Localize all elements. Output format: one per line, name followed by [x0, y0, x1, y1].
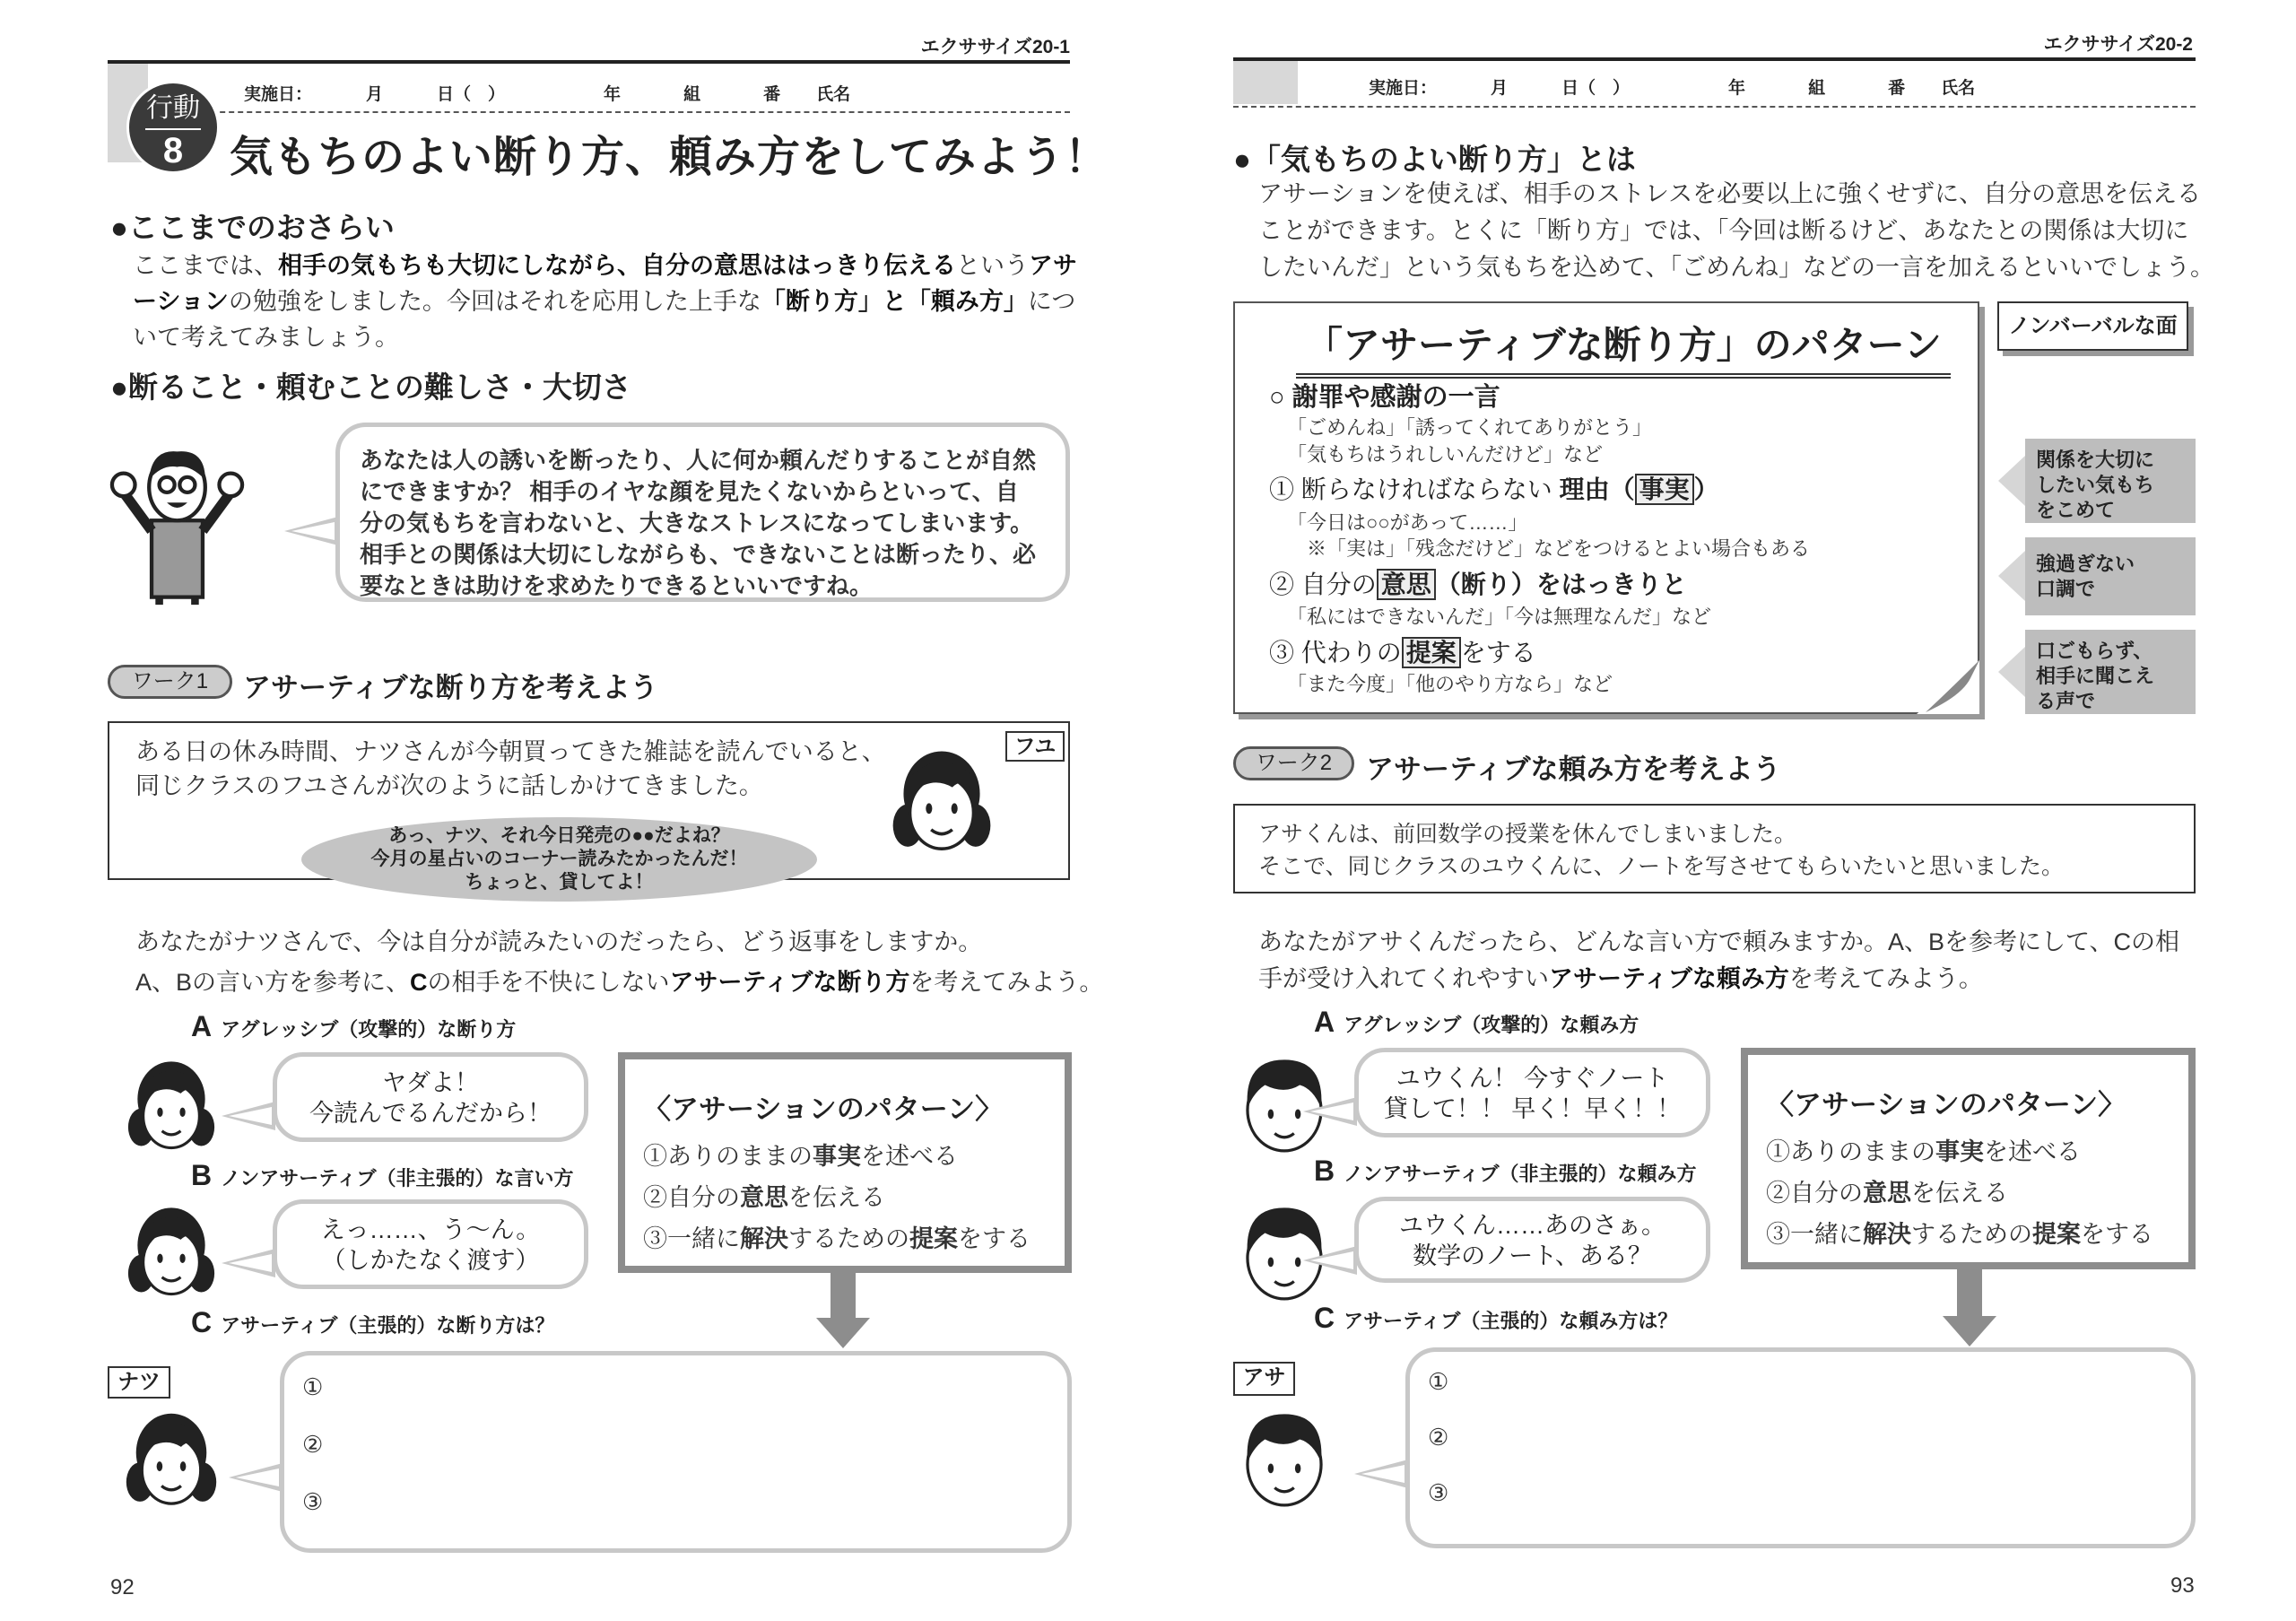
intro-line: したいんだ」という気もちを込めて、「ごめんね」などの一言を加えるといいでしょう。 [1258, 254, 2214, 281]
down-arrow-icon [1943, 1316, 1996, 1346]
label: アサーティブ（主張的）な断り方は？ [221, 1314, 555, 1337]
label: アグレッシブ（攻撃的）な断り方 [221, 1018, 517, 1041]
speaker-label-natsu: ナツ [108, 1366, 170, 1399]
header-tab [1233, 61, 1298, 104]
assertion-pattern-box [618, 1052, 1072, 1273]
text: という [956, 252, 1029, 279]
student-info-form [244, 81, 850, 105]
work-1-title: アサーティブな断り方を考えよう [243, 672, 658, 703]
work-1-pill: ワーク1 [108, 665, 232, 699]
bold-text: C [410, 969, 428, 996]
nonverbal-item: 関係を大切に したい気もち をこめて [2025, 439, 2196, 523]
intro-heading: ●「気もちのよい断り方」とは [1233, 143, 1636, 176]
bubble-line: にできますか？ 相手のイヤな顔を見たくないからといって、自 [360, 478, 1019, 505]
badge-number: 8 [162, 131, 184, 170]
example: 「気もちはうれしいんだけど」など [1287, 443, 1604, 466]
text: A、Bの言い方を参考に、 [135, 969, 411, 996]
bubble-line: あなたは人の誘いを断ったり、人に何か頼んだりすることが自然 [360, 447, 1037, 474]
badge-label: 行動 [145, 89, 201, 130]
bubble-line: ユウくん！ 今すぐノート [1396, 1065, 1669, 1092]
bubble-line: 数学のノート、ある？ [1413, 1242, 1652, 1269]
answer-marker-2: ② [302, 1431, 324, 1458]
option-b-label [191, 1159, 573, 1192]
text: を考えてみよう。 [1788, 965, 1983, 992]
option-a-bubble [1354, 1048, 1710, 1137]
note: ※「実は」「残念だけど」などをつけるとよい場合もある [1307, 537, 1811, 560]
review-line-1 [133, 248, 1077, 283]
text: ここまでは、 [133, 252, 278, 279]
option-a-bubble [273, 1052, 588, 1142]
fuyu-illustration [883, 743, 1000, 859]
dashed-rule [1233, 106, 2196, 108]
section-reason: ① 断らなければならない 理由（ 事実 ） [1269, 475, 1719, 503]
date-label: 実施日： [1369, 79, 1438, 98]
label: アグレッシブ（攻撃的）な頼み方 [1344, 1014, 1639, 1036]
bold-text: アサーティブな断り方 [669, 969, 910, 996]
answer-area[interactable] [280, 1351, 1072, 1553]
answer-area[interactable] [1405, 1347, 2196, 1548]
bubble-line: 分の気もちを言わないと、大きなストレスになってしまいます。 [360, 510, 1034, 536]
question-line-1: あなたがナツさんで、今は自分が読みたいのだったら、どう返事をしますか。 [135, 928, 983, 955]
asa-smile-illustration [1236, 1399, 1333, 1516]
option-c-label [1314, 1302, 1677, 1335]
action-badge [126, 81, 220, 174]
letter: C [191, 1306, 213, 1338]
top-rule [108, 60, 1070, 64]
answer-marker-3: ③ [1428, 1479, 1449, 1506]
answer-marker-1: ① [302, 1373, 324, 1400]
difficulty-heading: ●断ること・頼むことの難しさ・大切さ [110, 370, 631, 404]
review-line-3: いて考えてみましょう。 [133, 324, 399, 351]
option-c-label [191, 1306, 554, 1339]
bubble-line: 貸して！！ 早く！早く！！ [1383, 1095, 1682, 1122]
assertion-pattern-box [1741, 1048, 2196, 1269]
bubble-line: ヤダよ！ [382, 1069, 479, 1096]
option-a-label [1314, 1006, 1639, 1039]
pattern-item: ②自分の意思を伝える [1766, 1180, 2008, 1207]
number-field[interactable]: 番 [1888, 79, 1906, 98]
name-field[interactable]: 氏名 [1941, 79, 1976, 98]
example: 「私にはできないんだ」「今は無理なんだ」など [1287, 606, 1712, 628]
option-b-bubble [273, 1199, 588, 1289]
bubble-line: えっ……、う〜ん。 [320, 1216, 541, 1243]
question-line-2 [1258, 961, 1983, 997]
answer-marker-2: ② [1428, 1424, 1449, 1451]
speaker-label-fuyu: フユ [1005, 731, 1065, 762]
day-field[interactable]: 日（ ） [437, 85, 506, 104]
bold-text: 「断り方」と「頼み方」 [761, 288, 1028, 315]
text: につ [1027, 288, 1076, 315]
fuyu-speech-bubble [301, 817, 817, 902]
scenario-line: そこで、同じクラスのユウくんに、ノートを写させてもらいたいと思いました。 [1258, 854, 2065, 879]
bubble-line: 要なときは助けを求めたりできるといいですね。 [360, 572, 874, 599]
down-arrow-shaft [1957, 1269, 1982, 1318]
pattern-title: 〈アサーションのパターン〉 [643, 1094, 1004, 1125]
bubble-line: ユウくん……あのさぁ。 [1399, 1212, 1665, 1239]
down-arrow-shaft [831, 1273, 856, 1320]
review-line-2 [133, 283, 1075, 319]
letter: B [1314, 1155, 1335, 1187]
question-line-2 [135, 964, 1103, 1000]
speech-line: 今月の星占いのコーナー読みたかったんだ！ [370, 849, 748, 869]
card-title: 「アサーティブな断り方」のパターン [1296, 316, 1951, 379]
label: ノンアサーティブ（非主張的）な頼み方 [1344, 1163, 1697, 1185]
scenario-line: アサくんは、前回数学の授業を休んでしまいました。 [1258, 822, 1797, 847]
pattern-item: ①ありのままの事実を述べる [643, 1143, 958, 1170]
letter: C [1314, 1302, 1335, 1334]
work-2-pill: ワーク2 [1233, 746, 1354, 780]
bold-text: アサーティブな頼み方 [1549, 965, 1789, 992]
left-arrow-icon [1998, 647, 2025, 697]
month-field[interactable]: 月 [366, 85, 384, 104]
exercise-number: エクササイズ20-2 [2043, 34, 2193, 55]
pattern-item: ②自分の意思を伝える [643, 1184, 885, 1211]
speech-line: あっ、ナツ、それ今日発売の●●だよね？ [388, 825, 730, 846]
intro-line: ことができます。とくに「断り方」では、「今回は断るけど、あなたとの関係は大切に [1258, 217, 2189, 244]
day-field[interactable]: 日（ ） [1561, 79, 1631, 98]
option-a-label [191, 1010, 516, 1043]
example: 「ごめんね」「誘ってくれてありがとう」 [1287, 416, 1653, 439]
letter: A [191, 1010, 213, 1042]
pattern-item: ①ありのままの事実を述べる [1766, 1138, 2081, 1165]
natsu-hesitant-illustration [121, 1200, 222, 1303]
natsu-smile-illustration [121, 1406, 222, 1513]
intro-line: アサーションを使えば、相手のストレスを必要以上に強くせずに、自分の意思を伝える [1258, 180, 2202, 207]
pattern-title: 〈アサーションのパターン〉 [1766, 1089, 2126, 1120]
speaker-label-asa: アサ [1233, 1362, 1295, 1396]
section-intent: ② 自分の 意思 （断り）をはっきりと [1269, 571, 1687, 598]
class-field[interactable]: 組 [1808, 79, 1826, 98]
section-apology: ○ 謝罪や感謝の一言 [1269, 383, 1500, 412]
example: 「また今度」「他のやり方なら」など [1287, 673, 1613, 695]
question-line-1: あなたがアサくんだったら、どんな言い方で頼みますか。A、Bを参考にして、Cの相 [1258, 928, 2179, 955]
page-title: 気もちのよい断り方、頼み方をしてみよう！ [230, 134, 1109, 181]
student-info-form [1369, 74, 1975, 99]
section-proposal: ③ 代わりの 提案 をする [1269, 639, 1536, 667]
bubble-line: 今読んでるんだから！ [309, 1100, 552, 1127]
left-arrow-icon [1998, 456, 2025, 506]
refusal-pattern-card [1233, 301, 1979, 714]
label: ノンアサーティブ（非主張的）な言い方 [221, 1167, 574, 1190]
bubble-line: （しかたなく渡す） [321, 1247, 540, 1274]
name-field[interactable]: 氏名 [816, 85, 851, 104]
work-2-title: アサーティブな頼み方を考えよう [1366, 754, 1781, 785]
text: の相手を不快にしない [427, 969, 670, 996]
text: 手が受け入れてくれやすい [1258, 965, 1549, 992]
speech-line: ちょっと、貸してよ！ [465, 872, 654, 893]
number-field[interactable]: 番 [763, 85, 781, 104]
scenario-line: ある日の休み時間、ナツさんが今朝買ってきた雑誌を読んでいると、 [135, 738, 886, 765]
pattern-item: ③一緒に解決するための提案をする [643, 1225, 1031, 1252]
exercise-number: エクササイズ20-1 [920, 37, 1070, 57]
page-number: 93 [2170, 1573, 2195, 1598]
pattern-item: ③一緒に解決するための提案をする [1766, 1221, 2153, 1248]
text: を考えてみよう。 [909, 969, 1104, 996]
date-label: 実施日： [244, 85, 313, 104]
natsu-angry-illustration [121, 1054, 222, 1157]
example: 「今日は○○があって……」 [1287, 511, 1528, 534]
left-arrow-icon [1998, 551, 2025, 601]
page-curl-icon [1917, 660, 1979, 714]
year-field[interactable]: 年 [1728, 79, 1746, 98]
option-b-label [1314, 1155, 1696, 1188]
down-arrow-icon [816, 1318, 870, 1348]
bold-text: ーション [133, 288, 229, 315]
review-heading: ●ここまでのおさらい [110, 211, 395, 244]
scenario-line: 同じクラスのフユさんが次のように話しかけてきました。 [135, 772, 763, 799]
bold-text: 相手の気もちも大切にしながら、自分の意思ははっきり伝える [278, 252, 956, 279]
month-field[interactable]: 月 [1491, 79, 1509, 98]
teacher-illustration [108, 441, 247, 607]
nonverbal-item: 強過ぎない 口調で [2025, 537, 2196, 615]
nonverbal-title: ノンバーバルな面 [1997, 301, 2188, 351]
teacher-speech-bubble [335, 423, 1070, 602]
answer-marker-1: ① [1428, 1368, 1449, 1395]
letter: A [1314, 1006, 1335, 1038]
page-number: 92 [110, 1575, 135, 1599]
label: アサーティブ（主張的）な頼み方は？ [1344, 1310, 1678, 1332]
nonverbal-item: 口ごもらず、 相手に聞こえ る声で [2025, 630, 2196, 714]
top-rule [1233, 57, 2196, 61]
dashed-rule [148, 111, 1070, 113]
year-field[interactable]: 年 [604, 85, 622, 104]
text: の勉強をしました。今回はそれを応用した上手な [228, 288, 761, 315]
bubble-line: 相手との関係は大切にしながらも、できないことは断ったり、必 [360, 541, 1037, 568]
bold-text: アサ [1029, 252, 1077, 279]
letter: B [191, 1159, 213, 1191]
option-b-bubble [1354, 1197, 1710, 1283]
answer-marker-3: ③ [302, 1488, 324, 1515]
class-field[interactable]: 組 [683, 85, 701, 104]
